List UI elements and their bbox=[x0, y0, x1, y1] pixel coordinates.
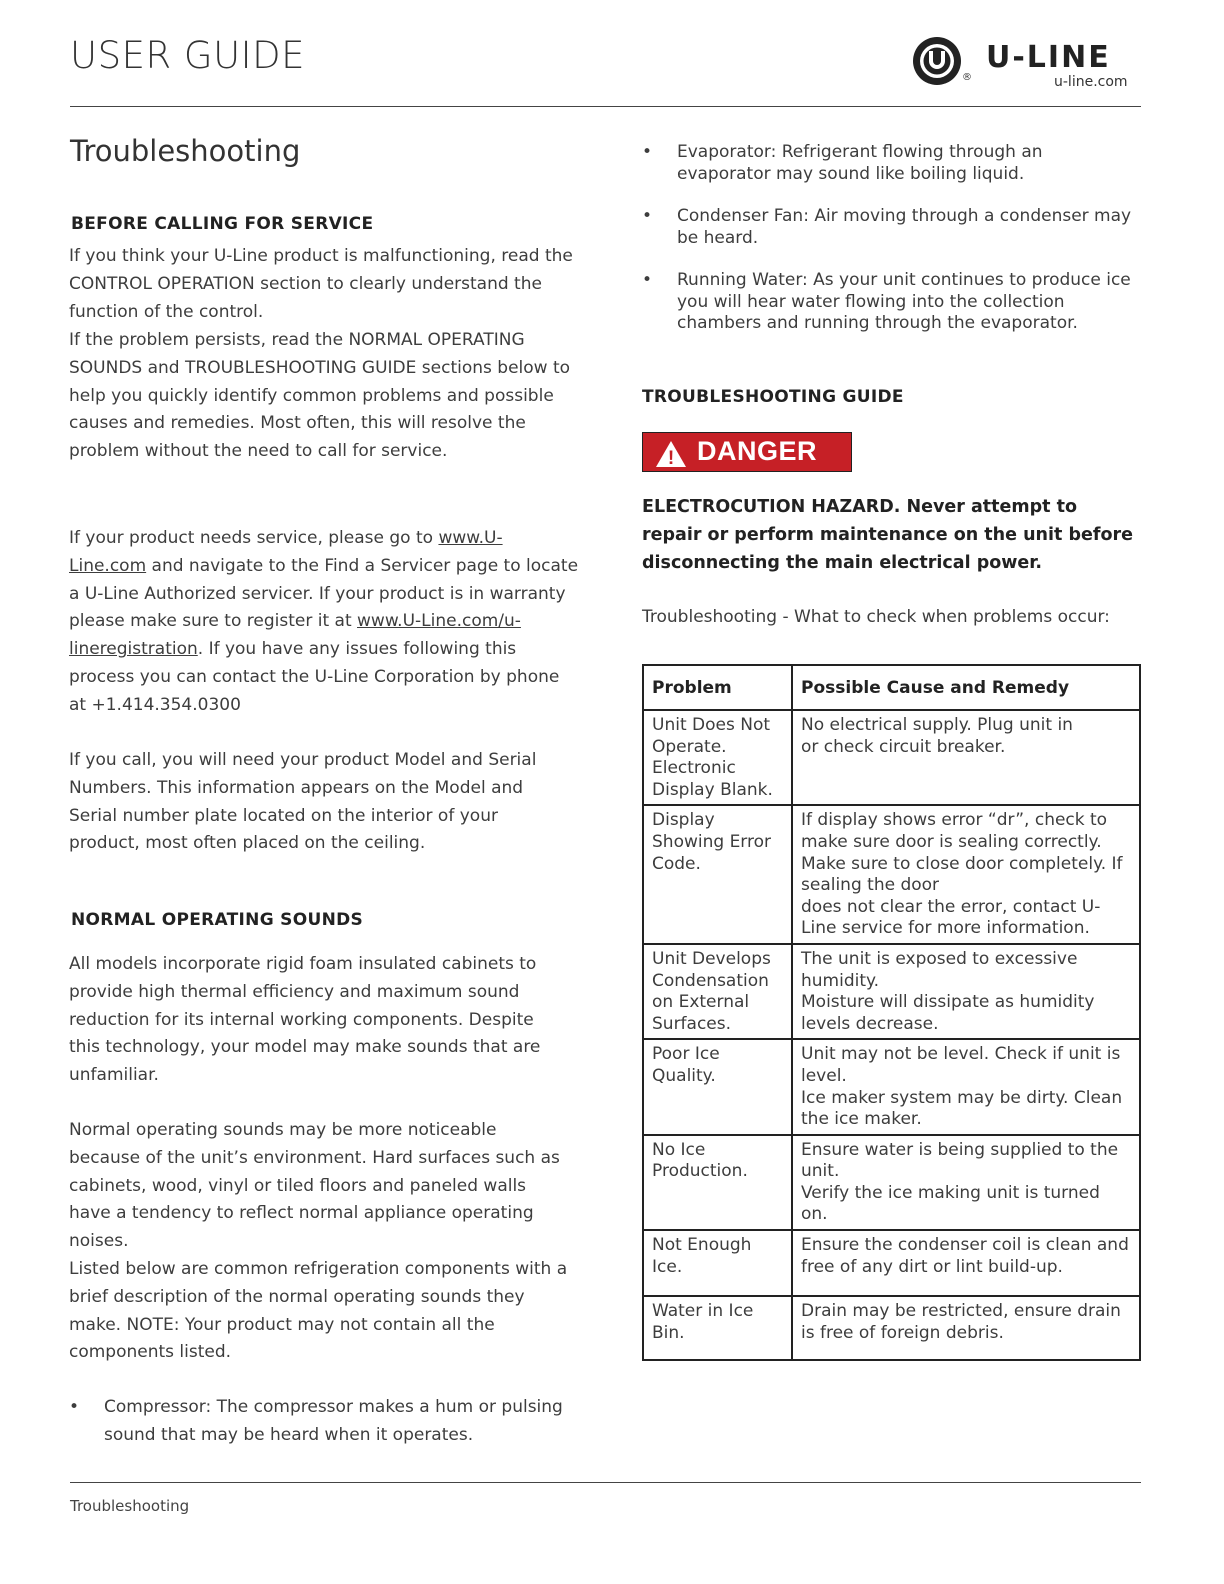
footer-divider bbox=[70, 1482, 1141, 1483]
electrocution-hazard-text: ELECTROCUTION HAZARD. Never attempt to repair or perform maintenance on the unit before disconnecting the main electrical power. bbox=[642, 497, 1133, 573]
table-row bbox=[643, 1296, 1140, 1360]
danger-label-box bbox=[642, 432, 852, 472]
remedy-cell bbox=[792, 805, 1140, 944]
list-item bbox=[642, 270, 1142, 340]
problem-cell: Unit Develops Condensation on External Surfaces. bbox=[643, 944, 792, 1039]
bullet-icon: • bbox=[642, 206, 653, 226]
remedy-line: Ice maker system may be dirty. Clean the ice maker. bbox=[801, 1087, 1123, 1130]
problem-cell: Not Enough Ice. bbox=[643, 1230, 792, 1296]
service-info-text-a: If your product needs service, please go to bbox=[69, 528, 439, 548]
remedy-cell bbox=[792, 1296, 1140, 1360]
check-note: Troubleshooting - What to check when problems occur: bbox=[642, 607, 1110, 627]
bullet-text-evaporator: Evaporator: Refrigerant flowing through an evaporator may sound like boiling liquid. bbox=[677, 142, 1043, 184]
service-info-text-c: . If you have any issues following this process you can contact the U-Line Corporation by phone at +1.414.354.0300 bbox=[69, 639, 560, 715]
troubleshooting-guide-heading: TROUBLESHOOTING GUIDE bbox=[642, 387, 904, 407]
bullet-icon: • bbox=[642, 270, 653, 290]
registration-link[interactable]: www.U-Line.com/u-lineregistration bbox=[69, 611, 521, 660]
remedy-line: The unit is exposed to excessive humidity. bbox=[801, 948, 1078, 991]
remedy-line: No electrical supply. Plug unit in bbox=[801, 715, 1073, 735]
bullet-text-running-water: Running Water: As your unit continues to produce ice you will hear water flowing into the collection chambers and running through the evaporator. bbox=[677, 270, 1131, 333]
problem-cell: Poor Ice Quality. bbox=[643, 1039, 792, 1134]
remedy-line: Ensure the condenser coil is clean and free of any dirt or lint build-up. bbox=[801, 1235, 1129, 1277]
u-line-website-link[interactable]: www.U-Line.com bbox=[69, 528, 503, 576]
remedy-line: Ensure water is being supplied to the unit. bbox=[801, 1139, 1119, 1182]
remedy-cell bbox=[792, 1135, 1140, 1230]
list-item bbox=[642, 142, 1142, 192]
table-row bbox=[643, 1039, 1140, 1134]
remedy-cell bbox=[792, 1230, 1140, 1296]
remedy-line: or check circuit breaker. bbox=[801, 736, 1006, 757]
remedy-line: does not clear the error, contact U-Line service for more information. bbox=[801, 896, 1101, 939]
registered-mark: ® bbox=[962, 72, 972, 83]
bullet-icon: • bbox=[642, 142, 653, 162]
normal-sounds-para-3: Listed below are common refrigeration components with a brief description of the normal operating sounds they make. NOTE: Your product may not contain all the components listed. bbox=[69, 1259, 568, 1363]
remedy-cell bbox=[792, 1039, 1140, 1134]
remedy-line: Verify the ice making unit is turned on. bbox=[801, 1182, 1100, 1225]
footer-section-label: Troubleshooting bbox=[70, 1497, 190, 1515]
service-info-text-b: and navigate to the Find a Servicer page to locate a U-Line Authorized servicer. If your product is in warranty please make sure to register it at bbox=[69, 555, 579, 632]
normal-sounds-heading: NORMAL OPERATING SOUNDS bbox=[71, 910, 364, 930]
normal-sounds-para-1: All models incorporate rigid foam insulated cabinets to provide high thermal efficiency and maximum sound reduction for its internal working components. Despite this technology, your model may make sounds that are unfamiliar. bbox=[69, 954, 541, 1086]
list-item bbox=[69, 1394, 579, 1454]
section-title: Troubleshooting bbox=[70, 134, 301, 168]
problem-cell: Unit Does Not Operate. Electronic Display Blank. bbox=[643, 710, 792, 805]
before-service-heading: BEFORE CALLING FOR SERVICE bbox=[71, 214, 374, 234]
warning-symbol: ! bbox=[667, 448, 675, 468]
before-service-para-1: If you think your U-Line product is malfunctioning, read the CONTROL OPERATION section to clearly understand the function of the control. bbox=[69, 246, 573, 322]
brand-name: U-LINE bbox=[986, 40, 1111, 75]
remedy-cell bbox=[792, 710, 1140, 805]
model-serial-para: If you call, you will need your product Model and Serial Numbers. This information appears on the Model and Serial number plate located on the interior of your product, most often placed on the ceiling. bbox=[69, 750, 537, 854]
table-row bbox=[643, 944, 1140, 1039]
before-service-para-2: If the problem persists, read the NORMAL OPERATING SOUNDS and TROUBLESHOOTING GUIDE sections below to help you quickly identify common problems and possible causes and remedies. Most often, this will resolve the problem without the need to call for service. bbox=[69, 330, 571, 462]
danger-label: DANGER bbox=[697, 436, 818, 466]
remedy-line: Drain may be restricted, ensure drain is free of foreign debris. bbox=[801, 1301, 1121, 1343]
bullet-icon: • bbox=[69, 1397, 80, 1417]
problem-cell: Display Showing Error Code. bbox=[643, 805, 792, 944]
warning-triangle-icon bbox=[655, 440, 687, 468]
normal-sounds-para-2: Normal operating sounds may be more noticeable because of the unit’s environment. Hard surfaces such as cabinets, wood, vinyl or tiled floors and paneled walls have a tendency to reflect normal appliance operating noises. bbox=[69, 1120, 560, 1252]
remedy-line: Unit may not be level. Check if unit is level. bbox=[801, 1044, 1121, 1086]
header-divider bbox=[70, 106, 1141, 107]
u-line-logo bbox=[912, 34, 1152, 94]
table-row bbox=[643, 805, 1140, 944]
bullet-text-compressor: Compressor: The compressor makes a hum or pulsing sound that may be heard when it operates. bbox=[104, 1397, 563, 1445]
table-row bbox=[643, 1230, 1140, 1296]
header-remedy: Possible Cause and Remedy bbox=[792, 665, 1140, 710]
list-item bbox=[642, 206, 1142, 256]
problem-cell: Water in Ice Bin. bbox=[643, 1296, 792, 1360]
table-row bbox=[643, 710, 1140, 805]
document-title: USER GUIDE bbox=[70, 34, 305, 77]
header-problem: Problem bbox=[643, 665, 792, 710]
remedy-line: If display shows error “dr”, check to make sure door is sealing correctly. Make sure to close door completely. If sealing the door bbox=[801, 810, 1123, 896]
table-row bbox=[643, 1135, 1140, 1230]
remedy-line: Moisture will dissipate as humidity levels decrease. bbox=[801, 992, 1095, 1034]
bullet-text-condenser-fan: Condenser Fan: Air moving through a condenser may be heard. bbox=[677, 206, 1132, 248]
brand-url: u-line.com bbox=[1054, 74, 1128, 90]
service-info-para bbox=[69, 525, 579, 720]
u-line-logo-mark-icon bbox=[912, 36, 962, 86]
remedy-cell bbox=[792, 944, 1140, 1039]
table-header-row bbox=[643, 665, 1140, 710]
troubleshooting-table bbox=[642, 664, 1141, 1361]
problem-cell: No Ice Production. bbox=[643, 1135, 792, 1230]
